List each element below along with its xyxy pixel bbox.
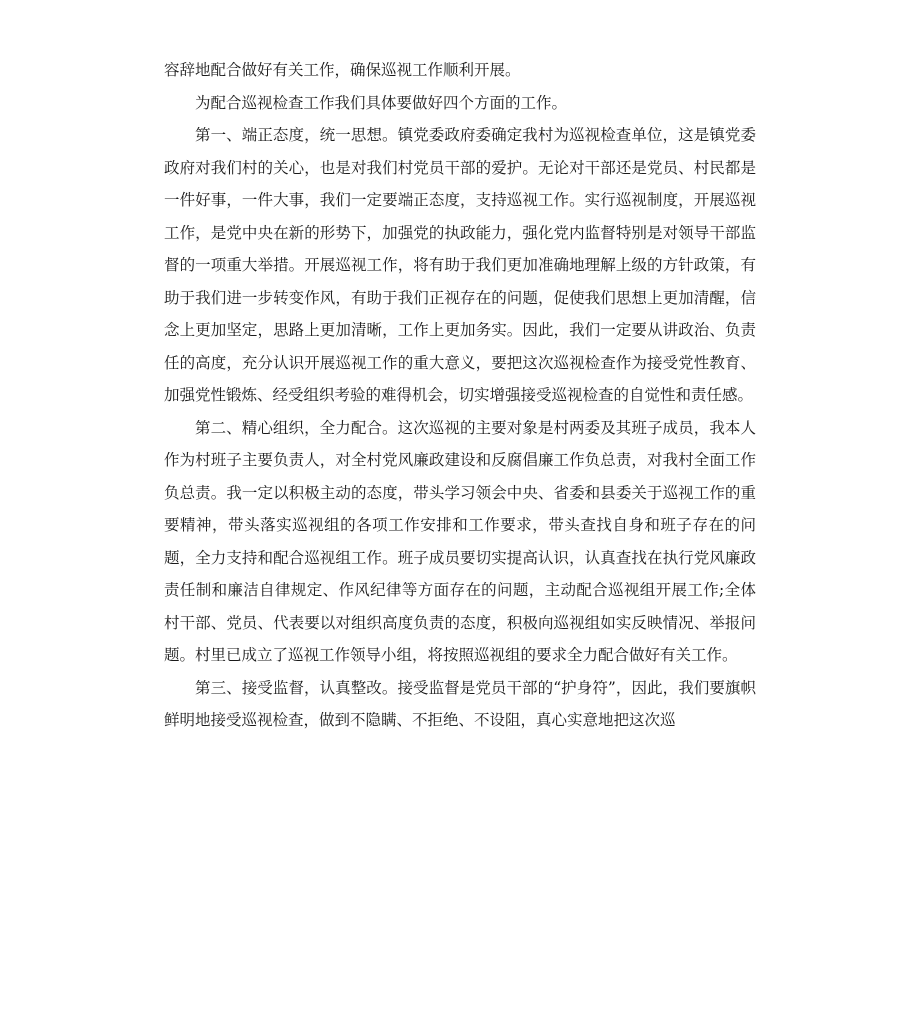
paragraph-second-point: 第二、精心组织，全力配合。这次巡视的主要对象是村两委及其班子成员，我本人作为村班子主要负责人，对全村党风廉政建设和反腐倡廉工作负总责，对我村全面工作负总责。我一定以积极主动的态度，带头学习领会中央、省委和县委关于巡视工作的重要精神，带头落实巡视组的各项工作安排和工作要求，带头查找自身和班子存在的问题，全力支持和配合巡视组工作。班子成员要切实提高认识，认真查找在执行党风廉政责任制和廉洁自律规定、作风纪律等方面存在的问题，主动配合巡视组开展工作;全体村干部、党员、代表要以对组织高度负责的态度，积极向巡视组如实反映情况、举报问题。村里已成立了巡视工作领导小组，将按照巡视组的要求全力配合做好有关工作。 bbox=[164, 418, 756, 664]
paragraph-first-point: 第一、端正态度，统一思想。镇党委政府委确定我村为巡视检查单位，这是镇党委政府对我们村的关心，也是对我们村党员干部的爱护。无论对干部还是党员、村民都是一件好事，一件大事，我们一定要端正态度，支持巡视工作。实行巡视制度，开展巡视工作，是党中央在新的形势下，加强党的执政能力，强化党内监督特别是对领导干部监督的一项重大举措。开展巡视工作，将有助于我们更加准确地理解上级的方针政策，有助于我们进一步转变作风，有助于我们正视存在的问题，促使我们思想上更加清醒，信念上更加坚定，思路上更加清晰，工作上更加务实。因此，我们一定要从讲政治、负责任的高度，充分认识开展巡视工作的重大意义，要把这次巡视检查作为接受党性教育、加强党性锻炼、经受组织考验的难得机会，切实增强接受巡视检查的自觉性和责任感。 bbox=[164, 126, 756, 404]
paragraph-continuation: 容辞地配合做好有关工作，确保巡视工作顺利开展。 bbox=[164, 61, 521, 79]
paragraph-third-point: 第三、接受监督，认真整改。接受监督是党员干部的“护身符”，因此，我们要旗帜鲜明地接受巡视检查，做到不隐瞒、不拒绝、不设阻，真心实意地把这次巡 bbox=[164, 678, 756, 729]
document-page bbox=[164, 54, 756, 737]
paragraph-intro: 为配合巡视检查工作我们具体要做好四个方面的工作。 bbox=[195, 93, 568, 112]
